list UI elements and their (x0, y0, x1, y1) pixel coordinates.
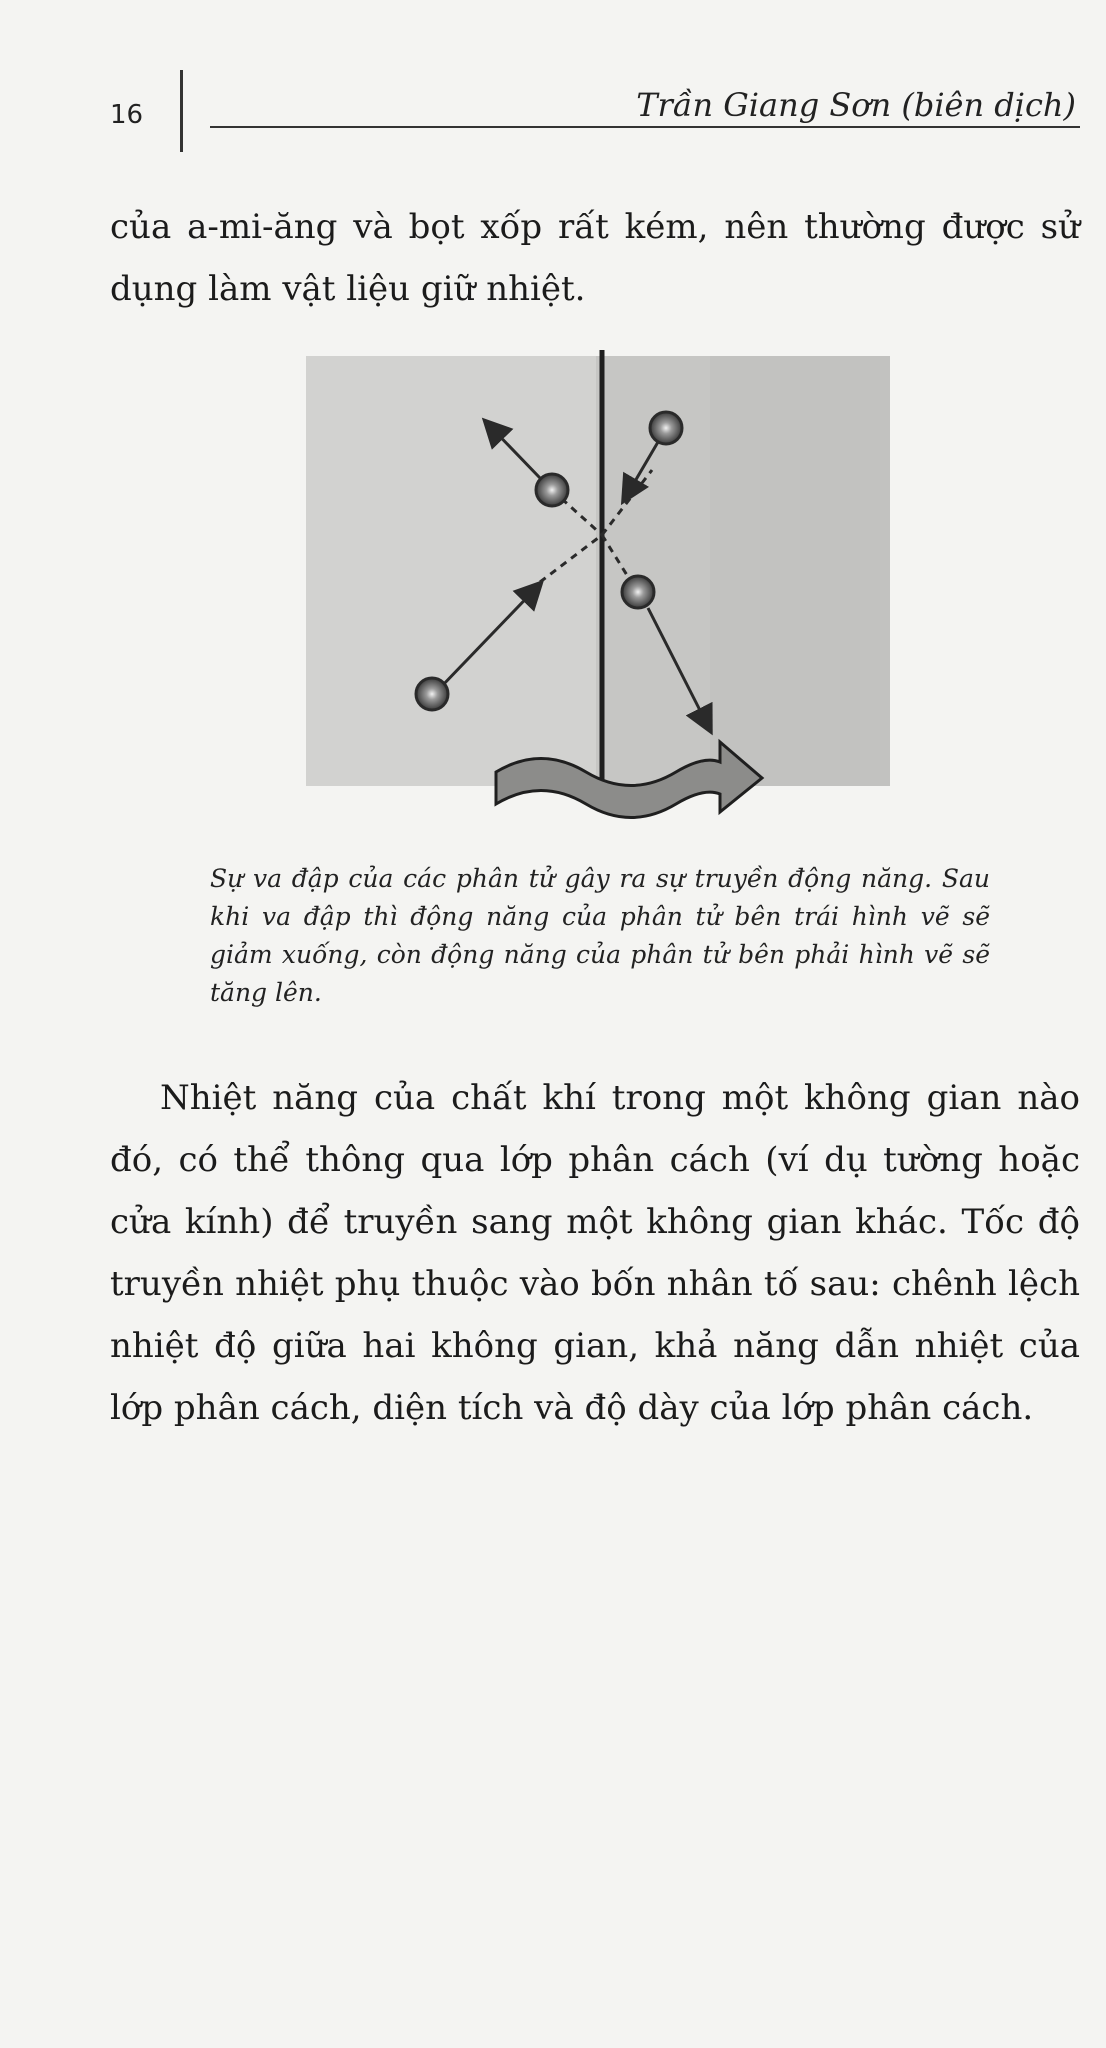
figure-caption: Sự va đập của các phân tử gây ra sự truyền động năng. Sau khi va đập thì động năng của phân tử bên trái hình vẽ sẽ giảm xuống, còn động năng của phân tử bên phải hình vẽ sẽ tăng lên. (210, 864, 990, 1007)
header-rule (210, 126, 1080, 128)
paragraph-continuation: của a-mi-ăng và bọt xốp rất kém, nên thường được sử dụng làm vật liệu giữ nhiệt. (110, 207, 1080, 309)
header-vertical-bar (180, 70, 183, 152)
molecule-right-after (622, 576, 654, 608)
molecule-right-before (650, 412, 682, 444)
molecule-left-after (536, 474, 568, 506)
paragraph-main: Nhiệt năng của chất khí trong một không gian nào đó, có thể thông qua lớp phân cách (ví dụ tường hoặc cửa kính) để truyền sang một không gian khác. Tốc độ truyền nhiệt phụ thuộc vào bốn nhân tố sau: chênh lệch nhiệt độ giữa hai không gian, khả năng dẫn nhiệt của lớp phân cách, diện tích và độ dày của lớp phân cách. (110, 1078, 1080, 1428)
running-head: Trần Giang Sơn (biên dịch) (636, 86, 1076, 124)
figure-illustration (300, 350, 900, 830)
molecule-left-before (416, 678, 448, 710)
page-number: 16 (110, 100, 144, 130)
molecule-collision-figure (300, 350, 900, 830)
